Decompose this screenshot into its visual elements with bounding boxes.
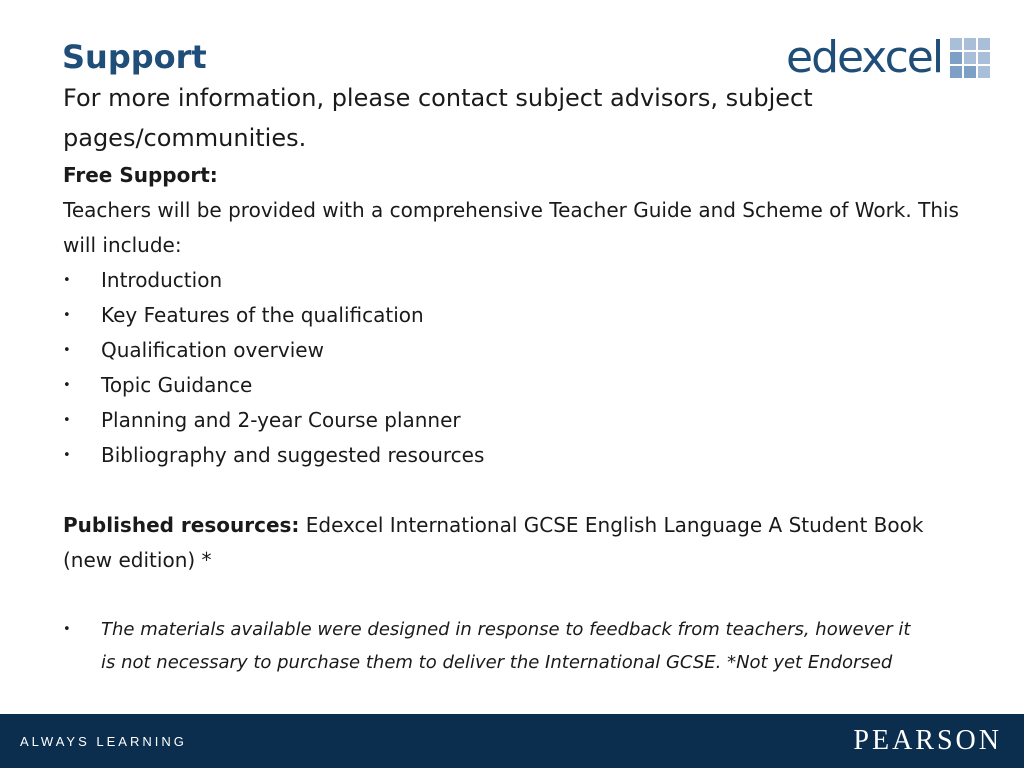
- slide-title: Support: [62, 38, 207, 76]
- pearson-logo: PEARSON: [853, 725, 1002, 756]
- list-item: • Qualification overview: [63, 333, 963, 368]
- list-item: • Key Features of the qualification: [63, 298, 963, 333]
- list-item: • Bibliography and suggested resources: [63, 438, 963, 473]
- footer-tagline: ALWAYS LEARNING: [20, 733, 187, 749]
- edexcel-logo: [786, 32, 990, 83]
- logo-grid-icon: [950, 38, 990, 78]
- list-item: • Topic Guidance: [63, 368, 963, 403]
- list-item: • Introduction: [63, 263, 963, 298]
- published-heading: Published resources:: [63, 513, 300, 537]
- published-resources: [63, 508, 963, 578]
- footer-bar: [0, 714, 1024, 768]
- logo-text: edexcel: [786, 32, 943, 83]
- published-text: Edexcel International GCSE English Language A Student Book (new edition) *: [63, 513, 924, 572]
- bullet-icon: •: [63, 622, 71, 637]
- free-support-text: Teachers will be provided with a comprehensive Teacher Guide and Scheme of Work. This will include:: [63, 198, 959, 257]
- free-support-heading: Free Support:: [63, 163, 218, 187]
- slide-content: [63, 78, 963, 679]
- note-block: [63, 613, 963, 679]
- lead-text: For more information, please contact subject advisors, subject pages/communities.: [63, 84, 813, 152]
- feature-list: [63, 263, 963, 473]
- list-item: • Planning and 2-year Course planner: [63, 403, 963, 438]
- note-text: The materials available were designed in response to feedback from teachers, however it is not necessary to purchase them to deliver the International GCSE. *Not yet Endorsed: [101, 619, 911, 673]
